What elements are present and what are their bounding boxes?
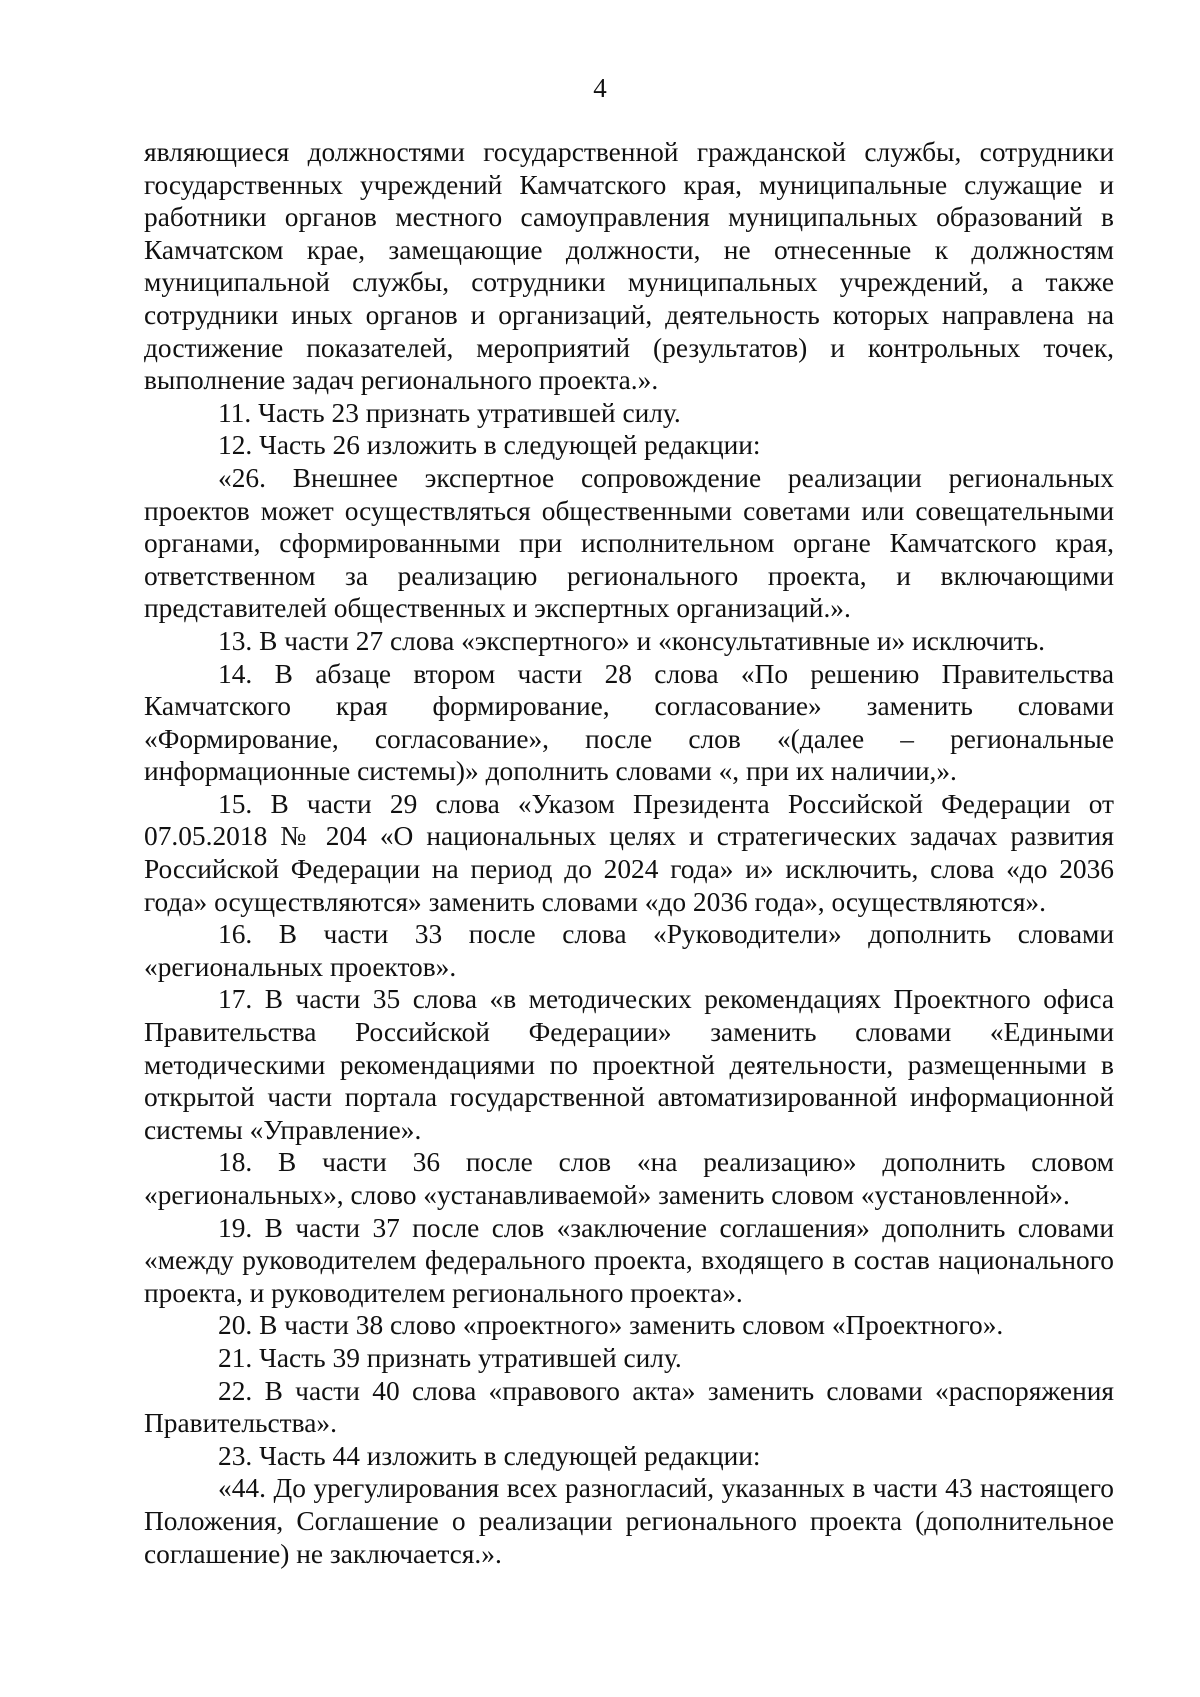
paragraph: 11. Часть 23 признать утратившей силу. <box>218 397 681 428</box>
paragraph: 15. В части 29 слова «Указом Президента Российской Федерации от 07.05.2018 № 204 «О национальных целях и стратегических задачах развития Российской Федерации на период до 2024 года» и» исключить, слова «до 2036 года» осуществляются» заменить словами «до 2036 года», осуществляются». <box>144 788 1114 917</box>
page-number: 4 <box>593 73 607 103</box>
paragraph: 20. В части 38 слово «проектного» заменить словом «Проектного». <box>218 1310 1004 1341</box>
paragraph: 23. Часть 44 изложить в следующей редакции: <box>218 1440 761 1471</box>
paragraph: 17. В части 35 слова «в методических рекомендациях Проектного офиса Правительства Российской Федерации» заменить словами «Едиными методическими рекомендациями по проектной деятельности, размещенными в открытой части портала государственной автоматизированной информационной системы «Управление». <box>144 984 1114 1145</box>
paragraph: 22. В части 40 слова «правового акта» заменить словами «распоряжения Правительства». <box>144 1375 1114 1439</box>
paragraph: «26. Внешнее экспертное сопровождение реализации региональных проектов может осуществляться общественными советами или совещательными органами, сформированными при исполнительном органе Камчатского края, ответственном за реализацию регионального проекта, и включающими представителей общественных и экспертных организаций.». <box>144 462 1114 624</box>
paragraph: 13. В части 27 слова «экспертного» и «консультативные и» исключить. <box>218 625 1046 656</box>
paragraph: 14. В абзаце втором части 28 слова «По решению Правительства Камчатского края формирование, согласование» заменить словами «Формирование, согласование», после слов «(далее – региональные информационные системы)» дополнить словами «, при их наличии,». <box>144 658 1114 787</box>
paragraph: являющиеся должностями государственной гражданской службы, сотрудники государственных учреждений Камчатского края, муниципальные служащие и работники органов местного самоуправления муниципальных образований в Камчатском крае, замещающие должности, не отнесенные к должностям муниципальной службы, сотрудники муниципальных учреждений, а также сотрудники иных органов и организаций, деятельность которых направлена на достижение показателей, мероприятий (результатов) и контрольных точек, выполнение задач регионального проекта.». <box>144 137 1114 396</box>
paragraph: 12. Часть 26 изложить в следующей редакции: <box>218 430 761 461</box>
paragraph: 18. В части 36 после слов «на реализацию» дополнить словом «региональных», слово «устанавливаемой» заменить словом «установленной». <box>144 1147 1114 1210</box>
paragraph: 19. В части 37 после слов «заключение соглашения» дополнить словами «между руководителем федерального проекта, входящего в состав национального проекта, и руководителем регионального проекта». <box>144 1212 1114 1308</box>
paragraph: 21. Часть 39 признать утратившей силу. <box>218 1342 682 1373</box>
paragraph: «44. До урегулирования всех разногласий, указанных в части 43 настоящего Положения, Соглашение о реализации регионального проекта (дополнительное соглашение) не заключается.». <box>144 1473 1114 1569</box>
paragraph: 16. В части 33 после слова «Руководители» дополнить словами «региональных проектов». <box>144 919 1114 982</box>
document-body <box>144 136 1114 1570</box>
